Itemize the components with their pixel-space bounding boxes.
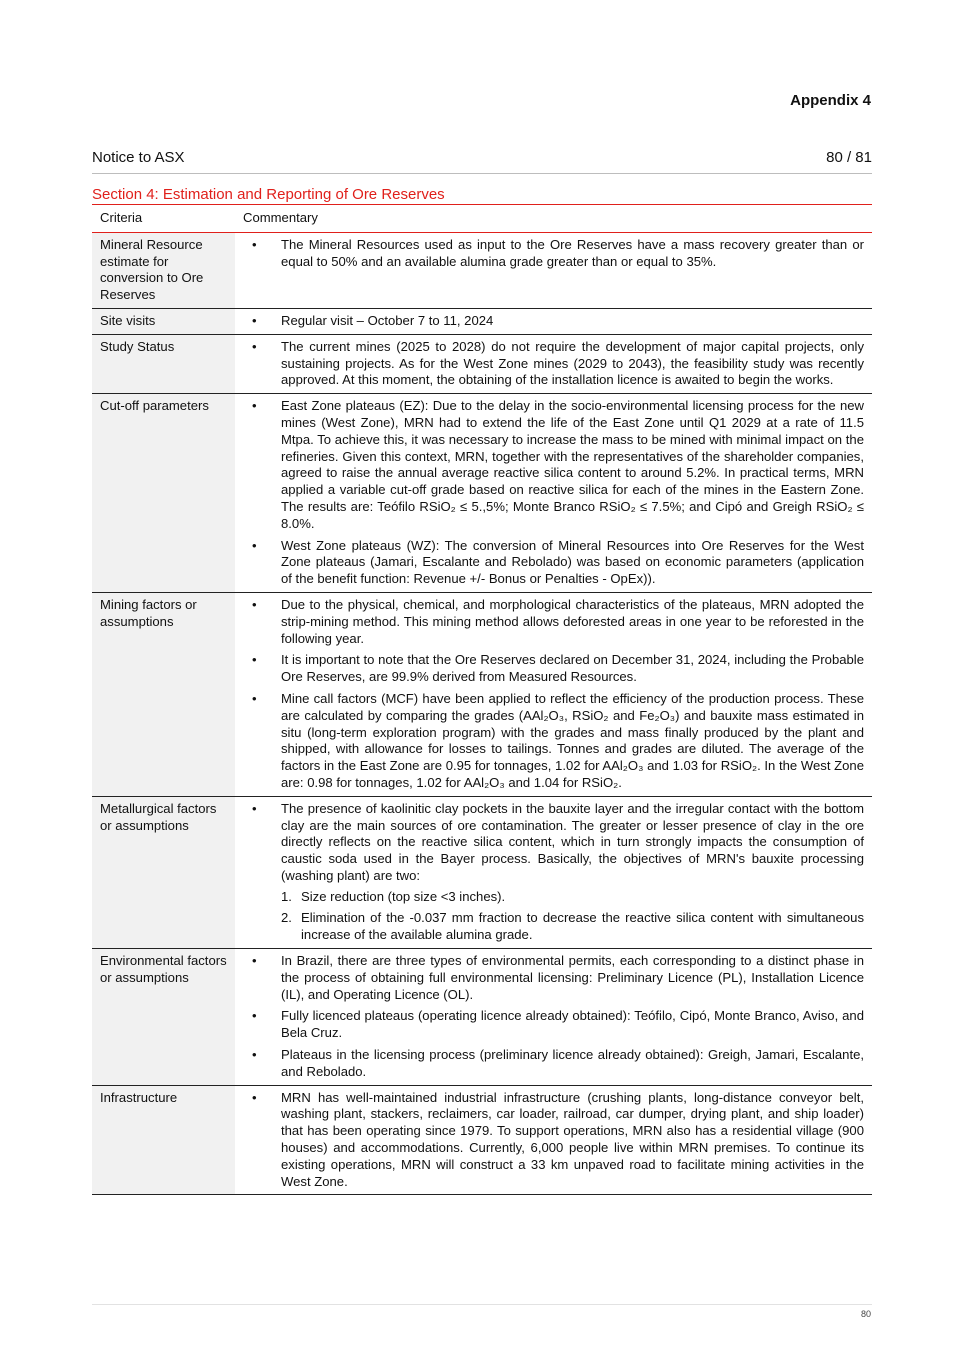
commentary-cell	[235, 796, 872, 948]
criteria-cell: Environmental factors or assumptions	[92, 949, 235, 1086]
list-item	[252, 537, 864, 588]
criteria-cell: Study Status	[92, 334, 235, 393]
bullet-list	[243, 1090, 864, 1191]
footer-page-number: 80	[860, 1309, 871, 1319]
criteria-cell: Mineral Resource estimate for conversion to Ore Reserves	[92, 232, 235, 308]
numbered-item	[281, 888, 864, 906]
bullet-text: Mine call factors (MCF) have been applied to reflect the efficiency of the production process. These are calculated by comparing the grades (AAl₂O₃, RSiO₂ and Fe₂O₃) and bauxite mass estimated in situ (long-term exploration program) with the grades and mass finally produced by the plant and shipped, with allowance for losses to tailings. Tonnes and grades are diluted. The average of the factors in the East Zone are 0.95 for tonnages, 1.02 for AAl₂O₃ and 1.03 for RSiO₂. In the West Zone are: 0.98 for tonnages, 1.02 for AAl₂O₃ and 1.04 for RSiO₂.	[281, 690, 864, 790]
table-row	[92, 308, 872, 334]
list-item	[252, 1047, 864, 1081]
list-item	[252, 953, 864, 1003]
criteria-cell: Metallurgical factors or assumptions	[92, 796, 235, 948]
page-counter: 80 / 81	[826, 149, 872, 166]
bullet-icon: •	[252, 236, 257, 252]
bullet-list	[243, 801, 864, 944]
item-number: 2.	[281, 910, 292, 926]
commentary-cell	[235, 592, 872, 796]
commentary-cell	[235, 334, 872, 393]
list-item	[252, 800, 864, 944]
ore-reserves-table	[92, 207, 872, 1195]
bullet-text: East Zone plateaus (EZ): Due to the delay in the socio-environmental licensing process for the new mines (West Zone), MRN had to extend the life of the East Zone until Q1 2029 at a rate of 11.5 Mtpa. To achieve this, it was necessary to increase the mass to be mined with minimal impact on the refineries. Given this context, MRN, together with the representatives of the shareholder companies, agreed to raise the annual average reactive silica content to around 5.2%. In practical terms, MRN applied a variable cut-off grade based on reactive silica for each of the mines in the Eastern Zone. The results are: Teófilo RSiO₂ ≤ 5.,5%; Monte Branco RSiO₂ ≤ 7.5%; and Cipó and Greigh RSiO₂ ≤ 8.0%.	[281, 398, 864, 531]
bullet-icon: •	[252, 953, 257, 969]
criteria-cell: Mining factors or assumptions	[92, 592, 235, 796]
list-item	[252, 596, 864, 647]
commentary-cell	[235, 949, 872, 1086]
numbered-list	[281, 889, 864, 944]
table-row	[92, 1085, 872, 1195]
page-header	[92, 149, 872, 174]
list-item	[252, 690, 864, 792]
bullet-text: In Brazil, there are three types of environmental permits, each corresponding to a distinct phase in the process of obtaining full environmental licensing: Preliminary Licence (PL), Installation Licence (IL), and Operating Licence (OL).	[281, 953, 864, 1002]
bullet-list	[243, 313, 864, 330]
bullet-icon: •	[252, 652, 257, 668]
table-row	[92, 334, 872, 393]
bullet-list	[243, 398, 864, 588]
numbered-item	[281, 910, 864, 944]
bullet-text: The current mines (2025 to 2028) do not require the development of major capital projects, only sustaining projects. As for the West Zone mines (2029 to 2043), the feasibility study was recently approved. At this moment, the obtaining of the installation licence is awaited to begin the works.	[281, 338, 864, 388]
table-row	[92, 232, 872, 308]
bullet-text: Plateaus in the licensing process (preliminary licence already obtained): Greigh, Jamari, Escalante, and Rebolado.	[281, 1047, 864, 1079]
bullet-icon: •	[252, 1089, 257, 1105]
list-item	[252, 1008, 864, 1042]
bullet-text: The presence of kaolinitic clay pockets in the bauxite layer and the irregular contact with the bottom clay are the main sources of ore contamination. The greater or lesser presence of clay in the ore directly reflects on the reactive silica content, which in turn strongly impacts the consumption of caustic soda used in the Bayer process. Basically, the objectives of MRN's bauxite processing (washing plant) are two:	[281, 800, 864, 883]
list-item	[252, 1089, 864, 1191]
list-item	[252, 312, 864, 330]
criteria-header: Criteria	[92, 207, 235, 232]
bullet-text: Due to the physical, chemical, and morphological characteristics of the plateaus, MRN adopted the strip-mining method. This mining method allows deforested areas in one year to be reforested in the following year.	[281, 596, 864, 646]
bullet-text: Fully licenced plateaus (operating licence already obtained): Teófilo, Cipó, Monte Branco, Aviso, and Bela Cruz.	[281, 1008, 864, 1041]
bullet-icon: •	[252, 690, 257, 706]
criteria-cell: Infrastructure	[92, 1085, 235, 1195]
list-item	[252, 652, 864, 686]
bullet-text: MRN has well-maintained industrial infrastructure (crushing plants, long-distance conveyor belt, washing plant, stackers, reclaimers, car loader, railroad, car dumper, drying plant, and ship loader) that has been operating since 1979. To support operations, MRN also has a residential village (900 houses) and accommodations. Currently, 6,000 people live within MRN premises. To continue its existing operations, MRN will construct a 33 km unpaved road to facilitate mining activities in the West Zone.	[281, 1089, 864, 1189]
item-number: 1.	[281, 888, 292, 904]
criteria-cell: Site visits	[92, 308, 235, 334]
bullet-list	[243, 339, 864, 389]
notice-title: Notice to ASX	[92, 149, 185, 166]
bullet-list	[243, 597, 864, 792]
list-item	[252, 398, 864, 532]
table-row	[92, 394, 872, 593]
section-title: Section 4: Estimation and Reporting of Ore Reserves	[92, 186, 872, 205]
numbered-text: Elimination of the -0.037 mm fraction to decrease the reactive silica content with simultaneous increase of the available alumina grade.	[301, 910, 864, 943]
commentary-cell	[235, 232, 872, 308]
bullet-icon: •	[252, 338, 257, 354]
bullet-icon: •	[252, 800, 257, 816]
table-row	[92, 592, 872, 796]
table-row	[92, 949, 872, 1086]
commentary-header: Commentary	[235, 207, 872, 232]
bullet-icon: •	[252, 1047, 257, 1063]
numbered-text: Size reduction (top size <3 inches).	[301, 888, 506, 904]
bullet-list	[243, 953, 864, 1081]
bullet-icon: •	[252, 596, 257, 612]
table-header-row	[92, 207, 872, 232]
bullet-text: The Mineral Resources used as input to the Ore Reserves have a mass recovery greater than or equal to 50% and an available alumina grade greater than or equal to 35%.	[281, 236, 864, 269]
commentary-cell	[235, 308, 872, 334]
list-item	[252, 338, 864, 389]
bullet-icon: •	[252, 312, 257, 328]
table-body	[92, 232, 872, 1195]
bullet-icon: •	[252, 1008, 257, 1024]
bullet-list	[243, 237, 864, 271]
footer-divider	[92, 1304, 872, 1305]
bullet-icon: •	[252, 537, 257, 553]
criteria-cell: Cut-off parameters	[92, 394, 235, 593]
bullet-text: It is important to note that the Ore Reserves declared on December 31, 2024, including the Probable Ore Reserves, are 99.9% derived from Measured Resources.	[281, 652, 864, 685]
commentary-cell	[235, 1085, 872, 1195]
bullet-text: West Zone plateaus (WZ): The conversion of Mineral Resources into Ore Reserves for the West Zone plateaus (Jamari, Escalante and Rebolado) was based on economic parameters (application of the benefit function: Revenue +/- Bonus or Penalties - OpEx)).	[281, 537, 864, 587]
table-row	[92, 796, 872, 948]
bullet-icon: •	[252, 398, 257, 414]
list-item	[252, 236, 864, 271]
bullet-text: Regular visit – October 7 to 11, 2024	[281, 312, 494, 328]
appendix-label: Appendix 4	[790, 92, 871, 109]
commentary-cell	[235, 394, 872, 593]
